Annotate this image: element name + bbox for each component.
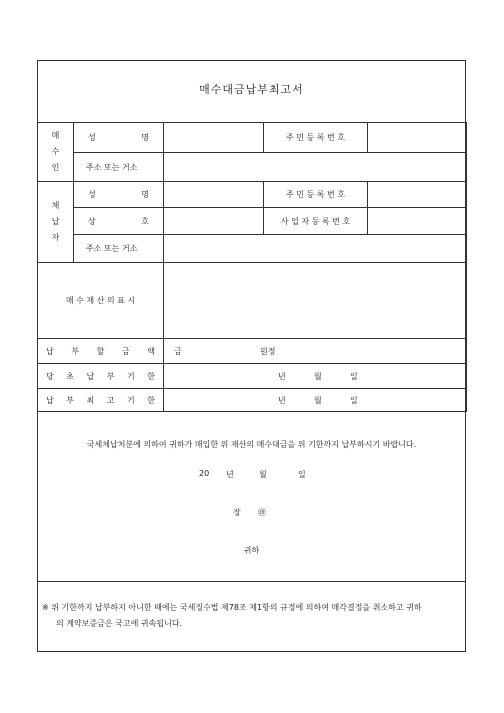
delinquent-biz-label: 사 업 자 등 록 번 호 bbox=[264, 208, 368, 235]
original-due-month: 월 bbox=[314, 372, 322, 381]
property-label: 매 수 재 산 의 표 시 bbox=[38, 263, 164, 339]
amount-label: 납 부 할 금 액 bbox=[38, 339, 164, 364]
final-due-year: 년 bbox=[278, 396, 286, 405]
original-due-value[interactable] bbox=[164, 364, 467, 389]
delinquent-reg-label: 주 민 등 록 번 호 bbox=[264, 182, 368, 208]
notice-chief: 장 bbox=[233, 508, 241, 517]
notice-addressee: 귀하 bbox=[243, 546, 260, 555]
final-due-month: 월 bbox=[314, 396, 322, 405]
original-due-day: 일 bbox=[350, 372, 358, 381]
form-title: 매수대금납부최고서 bbox=[199, 83, 304, 96]
original-due-label: 당 초 납 부 기 한 bbox=[38, 364, 164, 389]
final-due-day: 일 bbox=[350, 396, 358, 405]
notice-body: 국세체납처분에 의하여 귀하가 매입한 위 재산의 매수대금을 위 기한까지 납부하시기 바랍니다. bbox=[86, 440, 417, 449]
delinquent-reg-value[interactable] bbox=[368, 182, 467, 208]
final-due-value[interactable] bbox=[164, 389, 467, 412]
buyer-reg-value[interactable] bbox=[368, 123, 467, 153]
notice-date-prefix: 20 bbox=[199, 469, 210, 478]
original-due-year: 년 bbox=[278, 372, 286, 381]
footnote-line2: 의 계약보증금은 국고에 귀속됩니다. bbox=[56, 619, 183, 628]
footnote bbox=[38, 581, 465, 632]
buyer-reg-label: 주 민 등 록 번 호 bbox=[264, 123, 368, 153]
notice-date-year: 년 bbox=[226, 470, 234, 479]
delinquent-company-label: 상 호 bbox=[74, 208, 164, 235]
amount-prefix: 금 bbox=[174, 347, 182, 356]
form-page bbox=[37, 60, 466, 652]
delinquent-address-label: 주소 또는 거소 bbox=[74, 235, 164, 263]
delinquent-name-label: 성 명 bbox=[74, 182, 164, 208]
final-due-label: 납 부 최 고 기 한 bbox=[38, 389, 164, 412]
delinquent-biz-value[interactable] bbox=[368, 208, 467, 235]
buyer-name-value[interactable] bbox=[164, 123, 264, 153]
buyer-address-label: 주소 또는 거소 bbox=[74, 153, 164, 182]
delinquent-address-value[interactable] bbox=[164, 235, 467, 263]
footnote-line1: ※ 위 기한까지 납부하지 아니한 때에는 국세징수법 제78조 제1항의 규정에 의하여 매각결정을 취소하고 귀하 bbox=[42, 603, 422, 612]
notice-date-month: 월 bbox=[259, 470, 267, 479]
delinquent-section-label: 체 납 자 bbox=[38, 182, 74, 263]
seal-icon: ㊞ bbox=[258, 508, 266, 517]
form-table bbox=[37, 122, 467, 412]
amount-suffix: 원정 bbox=[260, 347, 276, 356]
property-value[interactable] bbox=[164, 263, 467, 339]
buyer-address-value[interactable] bbox=[164, 153, 467, 182]
notice-date-day: 일 bbox=[298, 470, 306, 479]
delinquent-company-value[interactable] bbox=[164, 208, 264, 235]
amount-value[interactable] bbox=[164, 339, 467, 364]
buyer-section-label: 매 수 인 bbox=[38, 123, 74, 182]
buyer-name-label: 성 명 bbox=[74, 123, 164, 153]
delinquent-name-value[interactable] bbox=[164, 182, 264, 208]
